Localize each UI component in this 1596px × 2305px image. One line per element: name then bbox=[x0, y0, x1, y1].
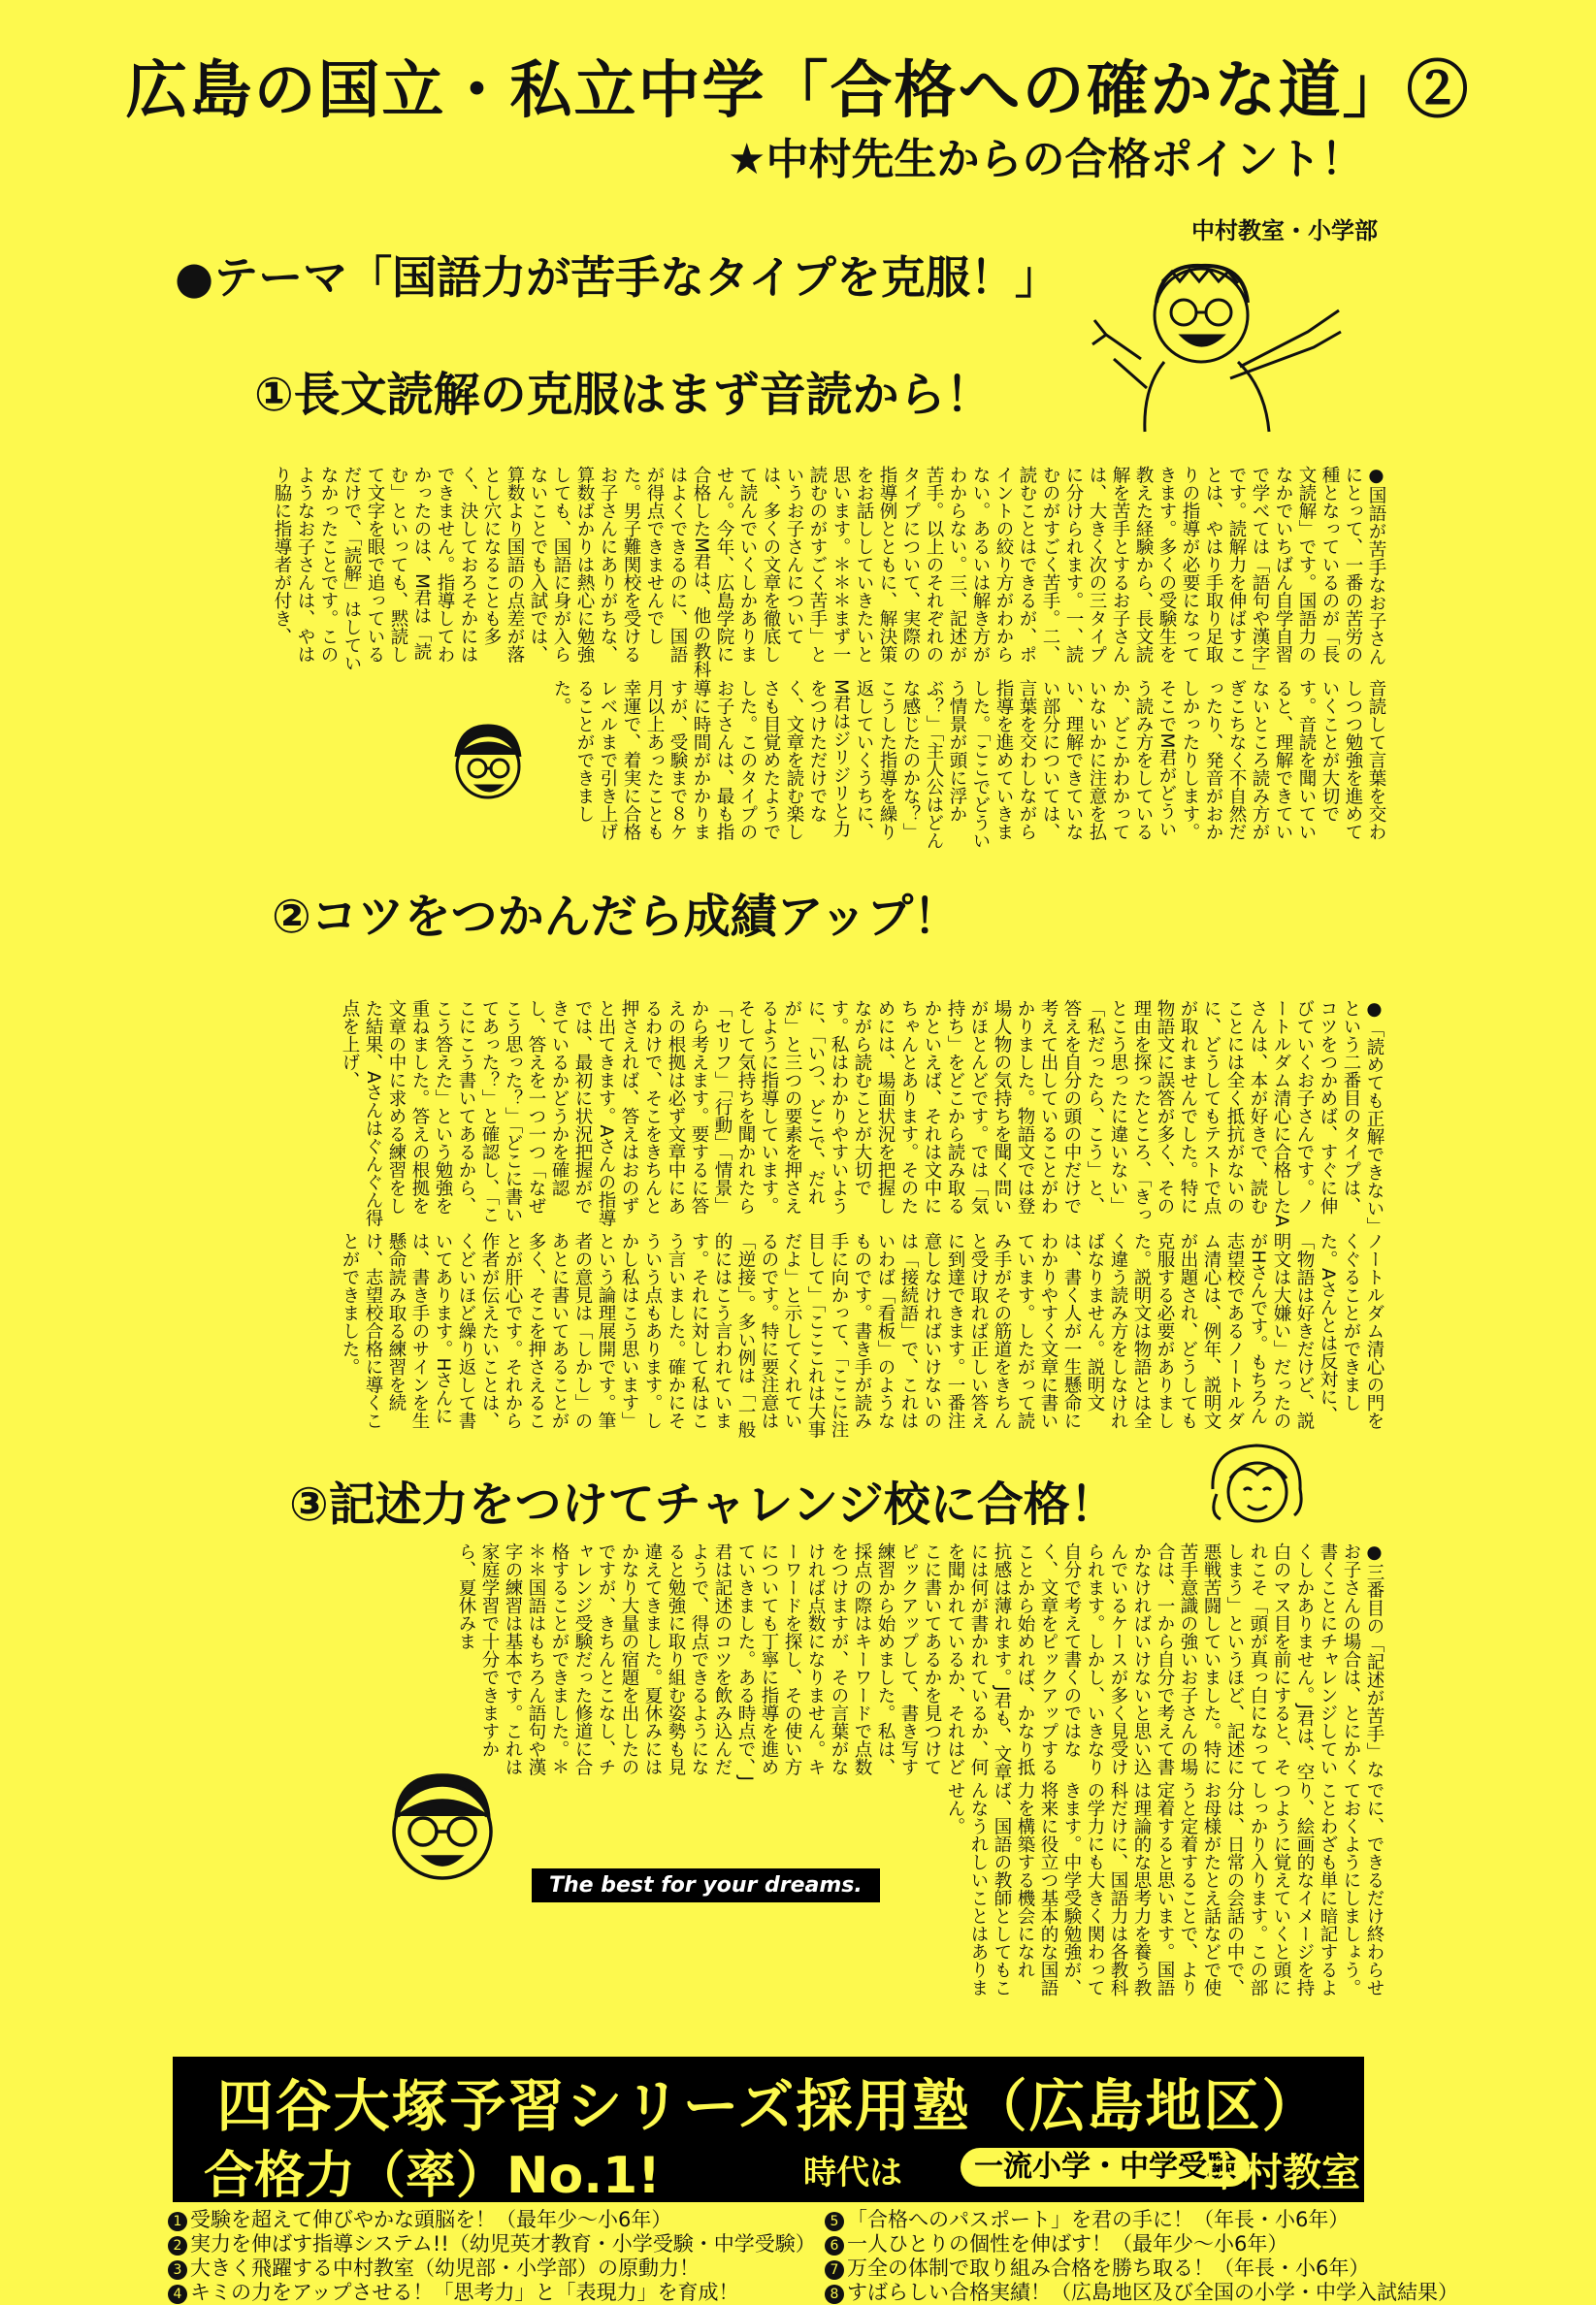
number-badge-icon: 7 bbox=[825, 2260, 844, 2280]
feature-text: 万全の体制で取り組み合格を勝ち取る！（年長・小6年） bbox=[847, 2256, 1370, 2280]
feature-text: 大きく飛躍する中村教室（幼児部・小学部）の原動力！ bbox=[190, 2256, 700, 2280]
section-2-body-a: ●「読めても正解できない」という二番目のタイプは、コツをつかめば、すぐに伸びていくお子さんです。ノートルダム清心に合格したAさんは、本が好きで、読むことには全く抵抗がないのに、どうしてもテストで点が取れませんでした。特に物語文に誤答が多く、その理由を探ったところ、「きっとこう思ったに違いない」「私だったら、こう」と、答えを自分の頭の中だけで考えて出していることがわかりました。物語文では登場人物の気持ちを聞く問いがほとんどです。では「気持ち」をどこから読み取るかといえば、それは文中にちゃんとあります。そのためには、場面状況を把握しながら読むことが大切です。私はわかりやすいように、「いつ、どこで、だれが」と三つの要素を押さえるように指導しています。そして気持ちを聞かれたら「セリフ」「行動」「情景」から考えます。要するに答えの根拠は必ず文章中にあるわけで、そこをきちんと押さえれば、答えはおのずと出てきます。Aさんの指導では、最初に状況把握ができているかどうかを確認し、答えを一つ一つ「なぜこう思った？」「どこに書いてあった？」と確認し、「ここにこう書いてあるから、こう答えた」という勉強を重ねました。答えの根拠を文章の中に求める練習をした結果、Aさんはぐんぐん得点を上げ、 bbox=[340, 999, 1384, 1227]
student-boy-illustration bbox=[444, 718, 532, 815]
banner-headline: 四谷大塚予習シリーズ採用塾（広島地区） bbox=[216, 2073, 1320, 2139]
number-badge-icon: 3 bbox=[168, 2260, 187, 2280]
feature-text: キミの力をアップさせる！「思考力」と「表現力」を育成！ bbox=[190, 2281, 739, 2304]
section-1-heading: ①長文読解の克服はまず音読から！ bbox=[254, 368, 993, 422]
feature-item bbox=[168, 2232, 816, 2256]
feature-item bbox=[168, 2281, 816, 2305]
feature-text: 一人ひとりの個性を伸ばす！（最年少〜小6年） bbox=[847, 2232, 1288, 2256]
department-label: 中村教室・小学部 bbox=[1191, 217, 1378, 244]
section-2-heading: ②コツをつかんだら成績アップ！ bbox=[272, 890, 961, 944]
feature-text: 「合格へのパスポート」を君の手に！（年長・小6年） bbox=[847, 2208, 1350, 2231]
feature-item bbox=[168, 2208, 816, 2232]
feature-text: すばらしい合格実績！（広島地区及び全国の小学・中学入試結果） bbox=[847, 2281, 1458, 2304]
banner-school-name: 中村教室 bbox=[1205, 2151, 1360, 2195]
number-badge-icon: 1 bbox=[168, 2212, 187, 2231]
number-badge-icon: 8 bbox=[825, 2285, 844, 2304]
section-3-body-b: でに、できるだけ終わらせておくようにしましょう。ことわざも単に暗記するより、絵画的なイメージを持つように覚えていくと頭にしっかり入ります。この部分は、日常の会話の中で、お母様がたとえ話などで使うと定着することで、より定着すると思います。国語は理論的な思考力を養う教科だけに、国語力は各教科の学力にも大きく関わってきます。中学受験勉強が、将来に役立つ基本的な国語力を構築する機会になれば、国語の教師としてもこんなうれしいことはありません。 bbox=[945, 1781, 1384, 1997]
number-badge-icon: 6 bbox=[825, 2236, 844, 2256]
number-badge-icon: 2 bbox=[168, 2236, 187, 2256]
feature-item bbox=[825, 2281, 1458, 2305]
section-3-body-a: ●三番目の「記述が苦手」なお子さんの場合は、とにかく書くことにチャレンジしていくしかありません。J君は、空白のマス目を前にすると、それこそ「頭が真っ白になってしまう」というほど、記述に悪戦苦闘していました。特に苦手意識の強いお子さんの場合は、一から自分で考えて書かなければいけないと思い込んでいるケースが多く見受けられます。しかし、いきなり自分で考えて書くのではなく、文章をピックアップすることから始めれば、かなり抵抗感は薄れます。J君も、文章には何が書かれているか、何を聞かれているか、それはどこに書いてあるかを見つけてピックアップして、書き写す練習から始めました。私は、採点の際はキーワードで点数をつけますが、その言葉がなければ点数になりません。キーワードを探し、その使い方についても丁寧に指導を進めていきました。ある時点で、J君は記述のコツを飲み込んだようで、得点できるようになると勉強に取り組む姿勢も見違えてきました。夏休みにはかなり大量の宿題を出したのですが、きちんとこなし、チャレンジ受験だった修道に合格することができました。＊＊＊国語はもちろん語句や漢字の練習は基本です。これは家庭学習で十分できますから、夏休みま bbox=[456, 1542, 1384, 1781]
school-banner bbox=[173, 2057, 1364, 2205]
slogan-badge: The best for your dreams. bbox=[532, 1868, 880, 1902]
feature-item bbox=[825, 2232, 1458, 2256]
page-title: 広島の国立・私立中学「合格への確かな道」② bbox=[125, 54, 1471, 127]
banner-era-label: 時代は bbox=[803, 2154, 902, 2192]
theme-heading: ●テーマ「国語力が苦手なタイプを克服！」 bbox=[175, 251, 1059, 304]
feature-item bbox=[168, 2256, 816, 2281]
features-left-list bbox=[168, 2208, 816, 2305]
section-2-body-b: ノートルダム清心の門をくぐることができました。Aさんとは反対に、「物語は好きだけど、説明文は大嫌い」だったのがHさんです。もちろん志望校であるノートルダム清心は、例年、説明文が出題され、どうしても克服する必要がありました。説明文は物語とは全く違う読み方をしなければなりません。説明文は、書く人が一生懸命にわかりやすく文章に書いています。したがって読み手がその筋道をきちんと受け取れば正しい答えに到達できます。一番注意しなければいけないのは「接続語」で、これはいわば「看板」のようなものです。書き手が読み手に向かって、「ここに注目して」「こここれは大事だよ」と示してくれているのです。特に要注意は「逆接」。多い例は「一般的にはこう言われています。それに対して私はこう言いました。確かにそういう点もあります。しかし私はこう思います」という論理展開です。筆者の意見は「しかし」のあとに書いてあることが多く、そこを押さえることが肝心です。それから作者が伝えたいことは、くどいほど繰り返して書いてあります。Hさんには、書き手のサインを生懸命読み取る練習を続け、志望校合格に導くことができました。 bbox=[340, 1232, 1384, 1439]
feature-item bbox=[825, 2256, 1458, 2281]
banner-exam-pill: 一流小学・中学受験 bbox=[961, 2148, 1250, 2187]
feature-text: 受験を超えて伸びやかな頭脳を！（最年少〜小6年） bbox=[190, 2208, 672, 2231]
number-badge-icon: 4 bbox=[168, 2285, 187, 2304]
number-badge-icon: 5 bbox=[825, 2212, 844, 2231]
section-1-body-a: ●国語が苦手なお子さんにとって、一番の苦労の種となっているのが「長文読解」です。国語力のなかでいちばん自学自習で学べては「語句や漢字」です。読解力を伸ばすことは、やはり手取り足取りの指導が必要になってきます。多くの受験生を教えた経験から、長文読解を苦手とするお子さんは、大きく次の三タイプに分けられます。一、読むのがすごく苦手。二、読むことはできるが、ポイントの絞り方がわからない。あるいは解き方がわからない。三、記述が苦手。以上のそれぞれのタイプについて、実際の指導例とともに、解決策をお話ししていきたいと思います。＊＊＊まず一読むのがすごく苦手」というお子さんについては、多くの文章を徹底して読んでいくしかありません。今年、広島学院に合格したM君は、他の教科はよくできるのに、国語が得点できませんでした。男子難関校を受けるお子さんにありがちな、算数ばかりは熱心に勉強しても、国語に身が入らないことでも入試では、算数より国語の点差が落とし穴になることも多く、決しておろそかにはできません。指導してわかったのは、M君は「読む」といっても、黙読して文字を眼で追っているだけで、「読解」はしていなかったことです。このようなお子さんは、やはり脇に指導者が付き、 bbox=[272, 466, 1386, 679]
banner-pass-rate: 合格力（率）No.1! bbox=[204, 2147, 661, 2205]
page-subtitle: ★中村先生からの合格ポイント！ bbox=[728, 135, 1364, 184]
teacher-portrait-illustration bbox=[375, 1766, 510, 1892]
section-3-heading: ③記述力をつけてチャレンジ校に合格！ bbox=[289, 1477, 1117, 1532]
teacher-waving-illustration bbox=[1085, 243, 1347, 437]
feature-item bbox=[825, 2208, 1458, 2232]
features-right-list bbox=[825, 2208, 1458, 2305]
student-girl-illustration bbox=[1203, 1436, 1310, 1533]
feature-text: 実力を伸ばす指導システム!!（幼児英才教育・小学受験・中学受験） bbox=[190, 2232, 816, 2256]
section-1-body-b: 音読して言葉を交わしつつ勉強を進めていくことが大切です。音読を聞いていると、理解できていないところ読み方がぎこちなく不自然だったり、発音がおかしかったりします。そこでM君がどういう読み方をしているか、どこかわかっていないかに注意を払い、理解できていない部分については、言葉を交わしながら指導を進めていきました。「ここでどういう情景が頭に浮かぶ？」「主人公はどんな感じたのかな？」こうした指導を繰り返していくうちに、M君はジリジリと力をつけただけでなく、文章を読む楽しさも目覚めたようでした。このタイプのお子さんは、最も指導に時間がかかりますが、受験まで８ケ月以上あったことも幸運で、着実に合格レベルまで引き上げることができました。 bbox=[551, 679, 1386, 850]
